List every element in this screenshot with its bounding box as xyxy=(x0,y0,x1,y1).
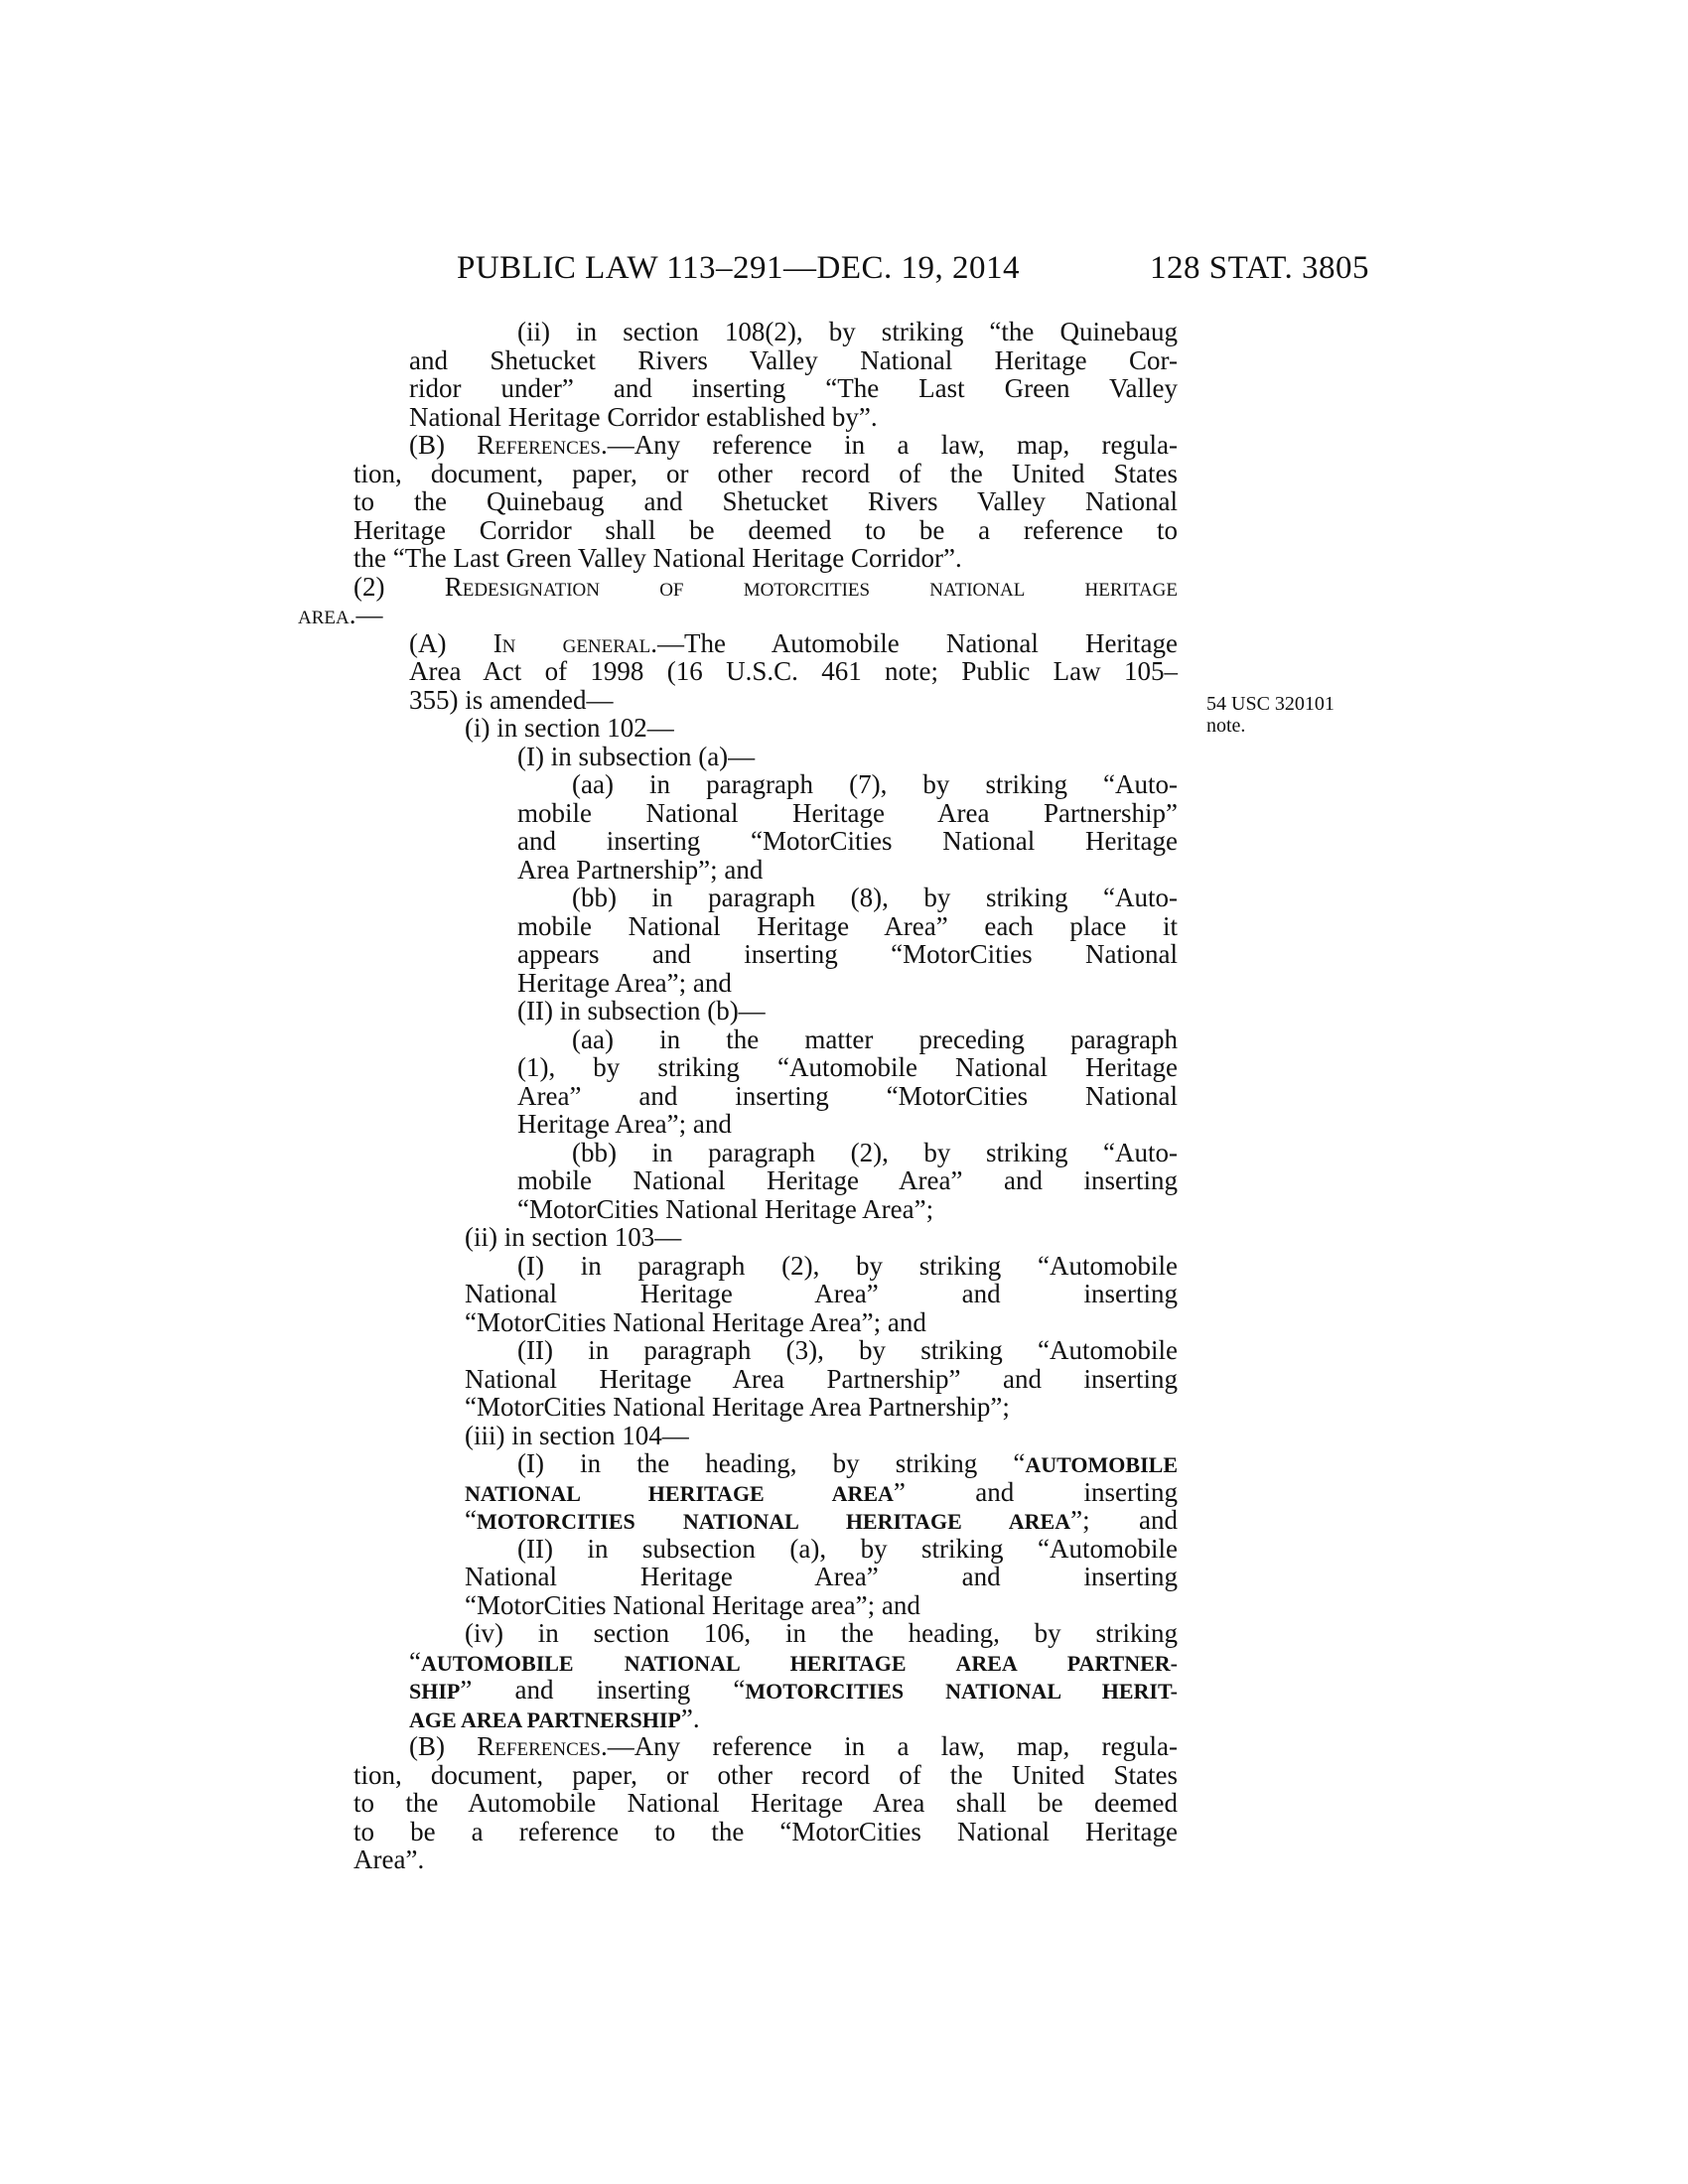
text-line xyxy=(353,516,1178,545)
text-segment: Heritage Area”; and xyxy=(517,1109,732,1139)
text-segment: mobile National Heritage Area Partnership” xyxy=(517,797,1178,828)
text-line xyxy=(465,714,1178,743)
text-line xyxy=(517,318,1178,346)
text-segment: (2) xyxy=(353,571,445,602)
text-line xyxy=(517,743,1178,771)
bold-heading-text: MOTORCITIES NATIONAL HERITAGE AREA xyxy=(476,1509,1071,1534)
text-line xyxy=(517,1252,1178,1281)
text-line xyxy=(517,1082,1178,1111)
text-segment: National Heritage Area” and inserting xyxy=(465,1279,1178,1308)
text-line xyxy=(517,969,1178,998)
text-segment: (A) xyxy=(409,627,493,658)
text-segment: Heritage Area”; and xyxy=(517,967,732,998)
text-line xyxy=(353,1761,1178,1790)
text-segment: mobile National Heritage Area” and inserting xyxy=(517,1165,1178,1195)
text-line xyxy=(353,460,1178,488)
text-segment: (I) in the heading, by striking “ xyxy=(517,1448,1026,1478)
small-caps-heading: References xyxy=(477,1731,601,1761)
text-segment: Heritage Corridor shall be deemed to be a reference to xyxy=(353,514,1178,545)
bold-heading-text: AGE AREA PARTNERSHIP xyxy=(409,1706,681,1732)
small-caps-heading: area xyxy=(298,600,350,629)
text-line xyxy=(353,487,1178,516)
text-line xyxy=(465,1422,1178,1450)
text-segment: “MotorCities National Heritage Area”; xyxy=(517,1193,934,1224)
text-segment: (I) in paragraph (2), by striking “Automobile xyxy=(517,1250,1178,1281)
text-segment: (II) in subsection (b)— xyxy=(517,996,766,1025)
text-line xyxy=(409,1705,1178,1733)
text-segment: (B) xyxy=(409,1731,478,1761)
text-line xyxy=(409,431,1178,460)
text-segment: to the Automobile National Heritage Area shall be deemed xyxy=(353,1788,1178,1818)
text-line xyxy=(517,1166,1178,1195)
text-segment: ” and inserting “ xyxy=(460,1675,746,1705)
text-line xyxy=(409,686,1178,715)
running-head-title: PUBLIC LAW 113–291—DEC. 19, 2014 xyxy=(457,250,1021,286)
text-segment: (aa) in the matter preceding paragraph xyxy=(572,1024,1178,1054)
text-line xyxy=(409,374,1178,403)
text-line xyxy=(572,770,1178,799)
text-segment: (i) in section 102— xyxy=(465,713,674,743)
text-segment: .—Any reference in a law, map, regula- xyxy=(600,1731,1178,1761)
text-line xyxy=(465,1478,1178,1507)
text-segment: “ xyxy=(409,1646,421,1677)
text-segment: (aa) in paragraph (7), by striking “Auto- xyxy=(572,769,1178,799)
text-line xyxy=(409,403,1178,432)
text-line xyxy=(517,827,1178,856)
text-line xyxy=(517,1535,1178,1564)
text-segment: .— xyxy=(349,600,383,629)
text-segment: .—The Automobile National Heritage xyxy=(650,627,1179,658)
bold-heading-text: AUTOMOBILE NATIONAL HERITAGE AREA PARTNER- xyxy=(420,1650,1178,1676)
text-line xyxy=(353,1789,1178,1818)
text-line xyxy=(353,1845,1178,1874)
text-segment: National Heritage Area Partnership” and inserting xyxy=(465,1363,1178,1394)
text-segment: mobile National Heritage Area” each place it xyxy=(517,910,1178,941)
text-line xyxy=(409,1732,1178,1761)
text-line xyxy=(517,912,1178,941)
text-segment: ”; and xyxy=(1070,1505,1178,1535)
text-line xyxy=(298,601,1178,629)
text-line xyxy=(517,1110,1178,1139)
text-line xyxy=(517,799,1178,828)
margin-note-line: 54 USC 320101 xyxy=(1206,693,1335,715)
text-segment: 355) is amended— xyxy=(409,684,614,715)
text-segment: Area Partnership”; and xyxy=(517,854,764,885)
text-segment: .—Any reference in a law, map, regula- xyxy=(600,430,1178,460)
text-segment: (iii) in section 104— xyxy=(465,1420,689,1450)
text-segment: ”. xyxy=(680,1703,700,1733)
text-segment: “MotorCities National Heritage Area”; and xyxy=(465,1306,926,1337)
text-segment: (bb) in paragraph (2), by striking “Auto- xyxy=(572,1137,1178,1167)
bold-heading-text: SHIP xyxy=(409,1679,461,1704)
text-line xyxy=(465,1619,1178,1648)
bold-heading-text: MOTORCITIES NATIONAL HERIT- xyxy=(745,1679,1178,1704)
text-segment: ” and inserting xyxy=(893,1476,1178,1507)
text-segment: and inserting “MotorCities National Heritage xyxy=(517,826,1178,856)
text-line xyxy=(465,1308,1178,1337)
text-line xyxy=(517,856,1178,885)
text-line xyxy=(465,1280,1178,1308)
text-segment: and Shetucket Rivers Valley National Heritage Cor- xyxy=(409,344,1178,375)
statute-body-text xyxy=(298,317,1179,1874)
margin-note-line: note. xyxy=(1206,715,1246,737)
text-segment: Area”. xyxy=(353,1844,425,1874)
small-caps-heading: In general xyxy=(492,627,651,658)
text-segment: (ii) in section 108(2), by striking “the Quinebaug xyxy=(517,317,1178,346)
text-segment: (I) in subsection (a)— xyxy=(517,741,756,771)
text-segment: (II) in paragraph (3), by striking “Automobile xyxy=(517,1335,1178,1365)
text-line xyxy=(465,1365,1178,1394)
text-segment: tion, document, paper, or other record of the United States xyxy=(353,458,1178,488)
text-segment: Area” and inserting “MotorCities National xyxy=(517,1080,1178,1111)
text-segment: “MotorCities National Heritage area”; and xyxy=(465,1589,920,1620)
margin-note xyxy=(1206,693,1335,737)
text-line xyxy=(409,657,1178,686)
text-line xyxy=(572,884,1178,912)
bold-heading-text: NATIONAL HERITAGE AREA xyxy=(465,1480,894,1506)
text-segment: ridor under” and inserting “The Last Green Valley xyxy=(409,373,1178,403)
text-line xyxy=(517,1449,1178,1478)
text-segment: to be a reference to the “MotorCities National Heritage xyxy=(353,1816,1178,1846)
text-line xyxy=(465,1506,1178,1535)
text-segment: (bb) in paragraph (8), by striking “Auto- xyxy=(572,883,1178,912)
text-segment: (II) in subsection (a), by striking “Automobile xyxy=(517,1533,1178,1564)
text-line xyxy=(465,1591,1178,1620)
text-line xyxy=(353,573,1178,602)
text-line xyxy=(517,1336,1178,1365)
text-segment: appears and inserting “MotorCities National xyxy=(517,939,1178,969)
text-line xyxy=(517,1053,1178,1082)
text-segment: the “The Last Green Valley National Heritage Corridor”. xyxy=(353,543,962,573)
text-line xyxy=(517,940,1178,969)
text-segment: National Heritage Area” and inserting xyxy=(465,1562,1178,1591)
text-line xyxy=(409,1676,1178,1705)
text-line xyxy=(572,1139,1178,1167)
text-line xyxy=(465,1223,1178,1252)
small-caps-heading: References xyxy=(477,430,601,460)
text-line xyxy=(517,1195,1178,1224)
text-line xyxy=(409,629,1178,658)
running-head-page-number: 128 STAT. 3805 xyxy=(1150,250,1370,286)
text-segment: (iv) in section 106, in the heading, by striking xyxy=(465,1618,1178,1648)
text-line xyxy=(409,346,1178,375)
text-line xyxy=(517,997,1178,1025)
text-segment: “MotorCities National Heritage Area Partnership”; xyxy=(465,1392,1010,1422)
text-segment: “ xyxy=(465,1505,477,1535)
text-segment: (1), by striking “Automobile National Heritage xyxy=(517,1052,1178,1082)
text-segment: Area Act of 1998 (16 U.S.C. 461 note; Public Law 105– xyxy=(409,656,1178,686)
text-line xyxy=(409,1648,1178,1677)
text-line xyxy=(465,1393,1178,1422)
bold-heading-text: AUTOMOBILE xyxy=(1025,1452,1178,1477)
text-segment: to the Quinebaug and Shetucket Rivers Valley National xyxy=(353,486,1178,516)
text-line xyxy=(465,1563,1178,1591)
text-segment: National Heritage Corridor established by”. xyxy=(409,401,878,432)
text-line xyxy=(353,544,1178,573)
text-segment: tion, document, paper, or other record of the United States xyxy=(353,1759,1178,1790)
text-line xyxy=(572,1025,1178,1054)
text-line xyxy=(353,1818,1178,1846)
text-segment: (ii) in section 103— xyxy=(465,1222,682,1252)
small-caps-heading: Redesignation of motorcities national heritage xyxy=(444,571,1178,602)
text-segment: (B) xyxy=(409,430,478,460)
